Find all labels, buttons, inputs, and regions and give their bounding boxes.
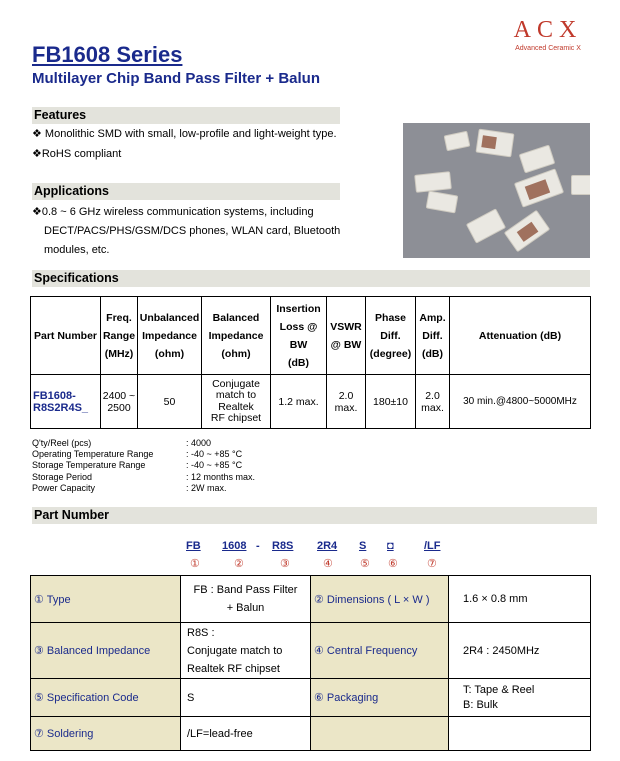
dimensions-label: ② Dimensions ( L × W ): [311, 576, 449, 623]
col-phase-diff: Phase Diff. (degree): [366, 297, 416, 375]
cell-unbal: 50: [138, 375, 202, 429]
type-value: FB : Band Pass Filter + Balun: [181, 576, 311, 623]
dimensions-value: 1.6 × 0.8 mm: [449, 576, 591, 623]
pn-num: ④: [323, 558, 333, 570]
page-subtitle: Multilayer Chip Band Pass Filter + Balun: [32, 70, 320, 87]
feature-item: ❖ Monolithic SMD with small, low-profile and light-weight type.: [32, 128, 337, 140]
table-row: [31, 375, 591, 429]
col-unbalanced-impedance: Unbalanced Impedance (ohm): [138, 297, 202, 375]
logo-text: ACX: [513, 17, 583, 43]
pn-num: ②: [234, 558, 244, 570]
application-line: ❖0.8 ~ 6 GHz wireless communication systems, including: [32, 206, 314, 218]
pn-code-type: FB: [186, 540, 201, 552]
pn-code-packaging: ◘: [387, 540, 394, 552]
type-label: ① Type: [31, 576, 181, 623]
col-vswr: VSWR @ BW: [327, 297, 366, 375]
specifications-table: [30, 296, 591, 429]
balanced-impedance-label: ③ Balanced Impedance: [31, 623, 181, 679]
company-logo: [503, 18, 593, 52]
part-number-heading: Part Number: [32, 507, 597, 524]
packaging-label: ⑥ Packaging: [311, 679, 449, 717]
pn-num: ⑤: [360, 558, 370, 570]
col-freq: Freq. Range (MHz): [101, 297, 138, 375]
misc-values: : 4000 : -40 ~ +85 °C : -40 ~ +85 °C : 12 months max. : 2W max.: [186, 438, 256, 493]
pn-num: ①: [190, 558, 200, 570]
pn-code-frequency: 2R4: [317, 540, 338, 552]
pn-num: ⑦: [427, 558, 437, 570]
applications-heading: Applications: [32, 183, 340, 200]
pn-code-spec: S: [359, 540, 367, 552]
empty-value: [449, 717, 591, 751]
pn-num: ⑥: [388, 558, 398, 570]
packaging-value: T: Tape & Reel B: Bulk: [449, 679, 591, 717]
col-attenuation: Attenuation (dB): [450, 297, 591, 375]
product-photo: [403, 123, 590, 258]
cell-atten: 30 min.@4800~5000MHz: [450, 375, 591, 429]
cell-vswr: 2.0 max.: [327, 375, 366, 429]
page-title: FB1608 Series: [32, 42, 183, 67]
pn-code-soldering: /LF: [424, 540, 441, 552]
cell-ins: 1.2 max.: [271, 375, 327, 429]
part-number-table: [30, 575, 591, 751]
col-balanced-impedance: Balanced Impedance (ohm): [202, 297, 271, 375]
misc-labels: Q'ty/Reel (pcs) Operating Temperature Range Storage Temperature Range Storage Period Power Capacity: [32, 438, 154, 493]
pn-code-dimensions: 1608: [222, 540, 247, 552]
features-heading: Features: [32, 107, 340, 124]
central-frequency-label: ④ Central Frequency: [311, 623, 449, 679]
cell-phase: 180±10: [366, 375, 416, 429]
cell-freq: 2400 ~ 2500: [101, 375, 138, 429]
empty-label: [311, 717, 449, 751]
cell-bal: Conjugate match to Realtek RF chipset: [202, 375, 271, 429]
cell-amp: 2.0 max.: [416, 375, 450, 429]
application-line: DECT/PACS/PHS/GSM/DCS phones, WLAN card, Bluetooth: [44, 225, 341, 237]
specifications-heading: Specifications: [32, 270, 590, 287]
soldering-value: /LF=lead-free: [181, 717, 311, 751]
pn-code-dash: -: [256, 540, 260, 552]
logo-subtitle: Advanced Ceramic X: [515, 45, 581, 52]
feature-item: ❖RoHS compliant: [32, 148, 122, 160]
pn-code-impedance: R8S: [272, 540, 294, 552]
pn-num: ③: [280, 558, 290, 570]
col-insertion-loss: Insertion Loss @ BW (dB): [271, 297, 327, 375]
central-frequency-value: 2R4 : 2450MHz: [449, 623, 591, 679]
col-part-number: Part Number: [31, 297, 101, 375]
application-line: modules, etc.: [44, 244, 110, 256]
cell-part: FB1608- R8S2R4S_: [31, 375, 101, 429]
spec-code-label: ⑤ Specification Code: [31, 679, 181, 717]
soldering-label: ⑦ Soldering: [31, 717, 181, 751]
col-amp-diff: Amp. Diff. (dB): [416, 297, 450, 375]
balanced-impedance-value: R8S : Conjugate match to Realtek RF chipset: [181, 623, 311, 679]
spec-code-value: S: [181, 679, 311, 717]
